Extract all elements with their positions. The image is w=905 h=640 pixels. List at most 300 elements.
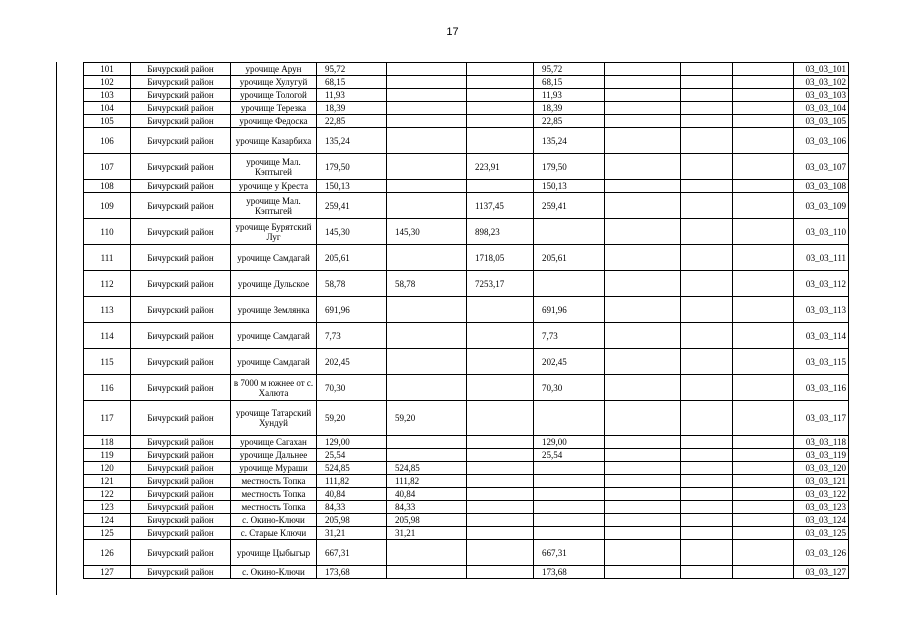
value-cell-1: 202,45 — [317, 349, 387, 375]
value-cell-4: 202,45 — [534, 349, 605, 375]
value-cell-2 — [387, 89, 467, 102]
table-row — [84, 401, 849, 436]
table-row — [84, 89, 849, 102]
row-number: 127 — [84, 566, 131, 579]
code-cell: 03_03_120 — [794, 462, 849, 475]
value-cell-6 — [681, 115, 733, 128]
code-cell: 03_03_111 — [794, 245, 849, 271]
district-cell: Бичурский район — [131, 245, 231, 271]
value-cell-5 — [605, 527, 681, 540]
value-cell-5 — [605, 102, 681, 115]
code-cell: 03_03_110 — [794, 219, 849, 245]
value-cell-1: 25,54 — [317, 449, 387, 462]
value-cell-5 — [605, 349, 681, 375]
place-cell: урочище Хулугуй — [231, 76, 317, 89]
value-cell-1: 524,85 — [317, 462, 387, 475]
value-cell-5 — [605, 297, 681, 323]
code-cell: 03_03_126 — [794, 540, 849, 566]
value-cell-7 — [733, 128, 794, 154]
value-cell-3 — [467, 89, 534, 102]
value-cell-5 — [605, 128, 681, 154]
row-number: 124 — [84, 514, 131, 527]
value-cell-6 — [681, 63, 733, 76]
district-cell: Бичурский район — [131, 436, 231, 449]
table-row — [84, 76, 849, 89]
value-cell-2 — [387, 76, 467, 89]
district-cell: Бичурский район — [131, 323, 231, 349]
value-cell-1: 667,31 — [317, 540, 387, 566]
code-cell: 03_03_101 — [794, 63, 849, 76]
value-cell-4: 135,24 — [534, 128, 605, 154]
value-cell-1: 205,98 — [317, 514, 387, 527]
row-number: 108 — [84, 180, 131, 193]
value-cell-3 — [467, 102, 534, 115]
place-cell: с. Старые Ключи — [231, 527, 317, 540]
table-row — [84, 297, 849, 323]
district-cell: Бичурский район — [131, 540, 231, 566]
value-cell-4: 205,61 — [534, 245, 605, 271]
value-cell-2 — [387, 375, 467, 401]
value-cell-1: 40,84 — [317, 488, 387, 501]
value-cell-1: 22,85 — [317, 115, 387, 128]
place-cell: местность Топка — [231, 501, 317, 514]
place-cell: урочище Самдагай — [231, 245, 317, 271]
code-cell: 03_03_121 — [794, 475, 849, 488]
value-cell-3 — [467, 115, 534, 128]
value-cell-1: 173,68 — [317, 566, 387, 579]
row-number: 101 — [84, 63, 131, 76]
value-cell-4: 68,15 — [534, 76, 605, 89]
value-cell-4 — [534, 488, 605, 501]
value-cell-4 — [534, 514, 605, 527]
value-cell-1: 111,82 — [317, 475, 387, 488]
value-cell-5 — [605, 76, 681, 89]
value-cell-7 — [733, 540, 794, 566]
row-number: 103 — [84, 89, 131, 102]
value-cell-4 — [534, 401, 605, 436]
place-cell: местность Топка — [231, 475, 317, 488]
value-cell-1: 259,41 — [317, 193, 387, 219]
place-cell: урочище Землянка — [231, 297, 317, 323]
value-cell-2 — [387, 323, 467, 349]
place-cell: местность Топка — [231, 488, 317, 501]
value-cell-7 — [733, 154, 794, 180]
place-cell: урочище Дульское — [231, 271, 317, 297]
page-number: 17 — [446, 26, 459, 38]
district-cell: Бичурский район — [131, 219, 231, 245]
value-cell-2 — [387, 193, 467, 219]
district-cell: Бичурский район — [131, 63, 231, 76]
code-cell: 03_03_115 — [794, 349, 849, 375]
value-cell-2 — [387, 63, 467, 76]
code-cell: 03_03_124 — [794, 514, 849, 527]
district-cell: Бичурский район — [131, 76, 231, 89]
value-cell-5 — [605, 401, 681, 436]
value-cell-5 — [605, 501, 681, 514]
row-number: 113 — [84, 297, 131, 323]
place-cell: урочище Самдагай — [231, 349, 317, 375]
value-cell-3 — [467, 76, 534, 89]
place-cell: урочище Бурятский Луг — [231, 219, 317, 245]
place-cell: урочище у Креста — [231, 180, 317, 193]
value-cell-4: 95,72 — [534, 63, 605, 76]
value-cell-5 — [605, 154, 681, 180]
value-cell-7 — [733, 193, 794, 219]
district-cell: Бичурский район — [131, 449, 231, 462]
row-number: 122 — [84, 488, 131, 501]
table-body — [84, 63, 849, 579]
value-cell-4: 179,50 — [534, 154, 605, 180]
code-cell: 03_03_116 — [794, 375, 849, 401]
place-cell: урочище Сагахан — [231, 436, 317, 449]
place-cell: урочище Самдагай — [231, 323, 317, 349]
table-row — [84, 501, 849, 514]
value-cell-5 — [605, 89, 681, 102]
row-number: 125 — [84, 527, 131, 540]
value-cell-1: 70,30 — [317, 375, 387, 401]
table-row — [84, 219, 849, 245]
place-cell: урочище Терезка — [231, 102, 317, 115]
row-number: 105 — [84, 115, 131, 128]
value-cell-3 — [467, 180, 534, 193]
code-cell: 03_03_107 — [794, 154, 849, 180]
value-cell-4: 150,13 — [534, 180, 605, 193]
value-cell-7 — [733, 349, 794, 375]
value-cell-2 — [387, 115, 467, 128]
district-cell: Бичурский район — [131, 527, 231, 540]
row-number: 110 — [84, 219, 131, 245]
value-cell-3 — [467, 128, 534, 154]
value-cell-3: 1137,45 — [467, 193, 534, 219]
row-number: 114 — [84, 323, 131, 349]
value-cell-3 — [467, 436, 534, 449]
district-cell: Бичурский район — [131, 514, 231, 527]
value-cell-3 — [467, 475, 534, 488]
code-cell: 03_03_119 — [794, 449, 849, 462]
value-cell-7 — [733, 180, 794, 193]
code-cell: 03_03_123 — [794, 501, 849, 514]
code-cell: 03_03_118 — [794, 436, 849, 449]
value-cell-3 — [467, 462, 534, 475]
table-row — [84, 154, 849, 180]
value-cell-6 — [681, 128, 733, 154]
value-cell-6 — [681, 271, 733, 297]
value-cell-7 — [733, 219, 794, 245]
place-cell: урочище Цыбыгыр — [231, 540, 317, 566]
value-cell-2 — [387, 154, 467, 180]
value-cell-7 — [733, 271, 794, 297]
value-cell-1: 18,39 — [317, 102, 387, 115]
value-cell-6 — [681, 89, 733, 102]
value-cell-5 — [605, 115, 681, 128]
value-cell-5 — [605, 449, 681, 462]
row-number: 106 — [84, 128, 131, 154]
value-cell-4: 70,30 — [534, 375, 605, 401]
table-row — [84, 527, 849, 540]
value-cell-6 — [681, 323, 733, 349]
value-cell-6 — [681, 501, 733, 514]
value-cell-2 — [387, 297, 467, 323]
registry-table — [83, 62, 849, 579]
value-cell-7 — [733, 501, 794, 514]
value-cell-4: 7,73 — [534, 323, 605, 349]
value-cell-3: 1718,05 — [467, 245, 534, 271]
table-row — [84, 63, 849, 76]
value-cell-4 — [534, 501, 605, 514]
value-cell-6 — [681, 193, 733, 219]
district-cell: Бичурский район — [131, 297, 231, 323]
place-cell: урочище Дальнее — [231, 449, 317, 462]
value-cell-4 — [534, 462, 605, 475]
value-cell-7 — [733, 102, 794, 115]
table-row — [84, 514, 849, 527]
value-cell-2: 40,84 — [387, 488, 467, 501]
value-cell-6 — [681, 349, 733, 375]
value-cell-2 — [387, 245, 467, 271]
value-cell-1: 11,93 — [317, 89, 387, 102]
value-cell-6 — [681, 488, 733, 501]
row-number: 121 — [84, 475, 131, 488]
value-cell-3 — [467, 488, 534, 501]
value-cell-6 — [681, 566, 733, 579]
value-cell-1: 31,21 — [317, 527, 387, 540]
place-cell: урочище Арун — [231, 63, 317, 76]
value-cell-2: 84,33 — [387, 501, 467, 514]
district-cell: Бичурский район — [131, 180, 231, 193]
value-cell-3 — [467, 449, 534, 462]
code-cell: 03_03_113 — [794, 297, 849, 323]
value-cell-3 — [467, 63, 534, 76]
value-cell-5 — [605, 180, 681, 193]
value-cell-7 — [733, 401, 794, 436]
value-cell-5 — [605, 540, 681, 566]
value-cell-5 — [605, 63, 681, 76]
value-cell-2 — [387, 449, 467, 462]
value-cell-7 — [733, 297, 794, 323]
code-cell: 03_03_103 — [794, 89, 849, 102]
code-cell: 03_03_127 — [794, 566, 849, 579]
value-cell-4 — [534, 527, 605, 540]
value-cell-2: 58,78 — [387, 271, 467, 297]
table-row — [84, 566, 849, 579]
place-cell: урочище Тологой — [231, 89, 317, 102]
value-cell-2: 524,85 — [387, 462, 467, 475]
value-cell-5 — [605, 323, 681, 349]
district-cell: Бичурский район — [131, 475, 231, 488]
district-cell: Бичурский район — [131, 401, 231, 436]
table-row — [84, 115, 849, 128]
value-cell-6 — [681, 475, 733, 488]
value-cell-2 — [387, 566, 467, 579]
value-cell-6 — [681, 102, 733, 115]
table-row — [84, 271, 849, 297]
district-cell: Бичурский район — [131, 488, 231, 501]
value-cell-2 — [387, 180, 467, 193]
value-cell-5 — [605, 436, 681, 449]
value-cell-5 — [605, 462, 681, 475]
place-cell: урочище Мал. Кэптыгей — [231, 154, 317, 180]
district-cell: Бичурский район — [131, 501, 231, 514]
value-cell-6 — [681, 180, 733, 193]
code-cell: 03_03_104 — [794, 102, 849, 115]
value-cell-4: 691,96 — [534, 297, 605, 323]
value-cell-7 — [733, 375, 794, 401]
value-cell-1: 95,72 — [317, 63, 387, 76]
value-cell-6 — [681, 245, 733, 271]
value-cell-5 — [605, 245, 681, 271]
value-cell-7 — [733, 63, 794, 76]
row-number: 111 — [84, 245, 131, 271]
value-cell-4: 259,41 — [534, 193, 605, 219]
row-number: 119 — [84, 449, 131, 462]
place-cell: урочище Мураши — [231, 462, 317, 475]
table-row — [84, 449, 849, 462]
value-cell-2: 31,21 — [387, 527, 467, 540]
value-cell-6 — [681, 76, 733, 89]
value-cell-3 — [467, 323, 534, 349]
value-cell-1: 150,13 — [317, 180, 387, 193]
value-cell-1: 58,78 — [317, 271, 387, 297]
value-cell-3 — [467, 566, 534, 579]
row-number: 109 — [84, 193, 131, 219]
value-cell-4: 18,39 — [534, 102, 605, 115]
left-margin-rule — [56, 62, 57, 595]
table-row — [84, 180, 849, 193]
code-cell: 03_03_106 — [794, 128, 849, 154]
district-cell: Бичурский район — [131, 462, 231, 475]
value-cell-3: 898,23 — [467, 219, 534, 245]
code-cell: 03_03_112 — [794, 271, 849, 297]
value-cell-3 — [467, 375, 534, 401]
value-cell-4 — [534, 475, 605, 488]
value-cell-6 — [681, 154, 733, 180]
district-cell: Бичурский район — [131, 128, 231, 154]
value-cell-2: 205,98 — [387, 514, 467, 527]
value-cell-7 — [733, 323, 794, 349]
value-cell-5 — [605, 219, 681, 245]
value-cell-1: 59,20 — [317, 401, 387, 436]
value-cell-5 — [605, 475, 681, 488]
value-cell-3 — [467, 540, 534, 566]
row-number: 120 — [84, 462, 131, 475]
code-cell: 03_03_109 — [794, 193, 849, 219]
table-row — [84, 193, 849, 219]
district-cell: Бичурский район — [131, 89, 231, 102]
value-cell-5 — [605, 193, 681, 219]
district-cell: Бичурский район — [131, 115, 231, 128]
table-row — [84, 436, 849, 449]
value-cell-2 — [387, 540, 467, 566]
row-number: 117 — [84, 401, 131, 436]
code-cell: 03_03_102 — [794, 76, 849, 89]
value-cell-2: 59,20 — [387, 401, 467, 436]
row-number: 102 — [84, 76, 131, 89]
code-cell: 03_03_108 — [794, 180, 849, 193]
table-row — [84, 128, 849, 154]
value-cell-1: 7,73 — [317, 323, 387, 349]
value-cell-1: 145,30 — [317, 219, 387, 245]
district-cell: Бичурский район — [131, 349, 231, 375]
district-cell: Бичурский район — [131, 566, 231, 579]
table-row — [84, 475, 849, 488]
value-cell-6 — [681, 514, 733, 527]
value-cell-2: 145,30 — [387, 219, 467, 245]
place-cell: урочище Татарский Хундуй — [231, 401, 317, 436]
code-cell: 03_03_122 — [794, 488, 849, 501]
value-cell-7 — [733, 475, 794, 488]
district-cell: Бичурский район — [131, 375, 231, 401]
table-row — [84, 323, 849, 349]
value-cell-7 — [733, 436, 794, 449]
value-cell-5 — [605, 271, 681, 297]
value-cell-6 — [681, 540, 733, 566]
value-cell-4 — [534, 271, 605, 297]
table-row — [84, 375, 849, 401]
row-number: 118 — [84, 436, 131, 449]
value-cell-5 — [605, 375, 681, 401]
code-cell: 03_03_117 — [794, 401, 849, 436]
value-cell-7 — [733, 488, 794, 501]
value-cell-6 — [681, 401, 733, 436]
value-cell-7 — [733, 449, 794, 462]
value-cell-6 — [681, 527, 733, 540]
value-cell-3 — [467, 349, 534, 375]
code-cell: 03_03_114 — [794, 323, 849, 349]
value-cell-5 — [605, 566, 681, 579]
place-cell: с. Окино-Ключи — [231, 514, 317, 527]
place-cell: урочище Федоска — [231, 115, 317, 128]
value-cell-7 — [733, 514, 794, 527]
value-cell-2 — [387, 128, 467, 154]
table-row — [84, 462, 849, 475]
value-cell-4: 25,54 — [534, 449, 605, 462]
value-cell-1: 84,33 — [317, 501, 387, 514]
value-cell-7 — [733, 245, 794, 271]
value-cell-4: 173,68 — [534, 566, 605, 579]
value-cell-2 — [387, 102, 467, 115]
value-cell-6 — [681, 297, 733, 323]
value-cell-2: 111,82 — [387, 475, 467, 488]
table-row — [84, 245, 849, 271]
place-cell: в 7000 м южнее от с. Халюта — [231, 375, 317, 401]
table-row — [84, 488, 849, 501]
value-cell-3 — [467, 514, 534, 527]
value-cell-7 — [733, 76, 794, 89]
value-cell-4: 129,00 — [534, 436, 605, 449]
value-cell-4: 22,85 — [534, 115, 605, 128]
table-row — [84, 102, 849, 115]
value-cell-6 — [681, 375, 733, 401]
value-cell-1: 68,15 — [317, 76, 387, 89]
row-number: 126 — [84, 540, 131, 566]
value-cell-3 — [467, 401, 534, 436]
value-cell-1: 691,96 — [317, 297, 387, 323]
district-cell: Бичурский район — [131, 193, 231, 219]
row-number: 116 — [84, 375, 131, 401]
place-cell: урочище Мал. Кэптыгей — [231, 193, 317, 219]
value-cell-3 — [467, 297, 534, 323]
value-cell-1: 129,00 — [317, 436, 387, 449]
value-cell-4: 667,31 — [534, 540, 605, 566]
value-cell-6 — [681, 436, 733, 449]
value-cell-3 — [467, 527, 534, 540]
value-cell-5 — [605, 488, 681, 501]
district-cell: Бичурский район — [131, 154, 231, 180]
district-cell: Бичурский район — [131, 102, 231, 115]
value-cell-1: 205,61 — [317, 245, 387, 271]
value-cell-2 — [387, 436, 467, 449]
value-cell-2 — [387, 349, 467, 375]
